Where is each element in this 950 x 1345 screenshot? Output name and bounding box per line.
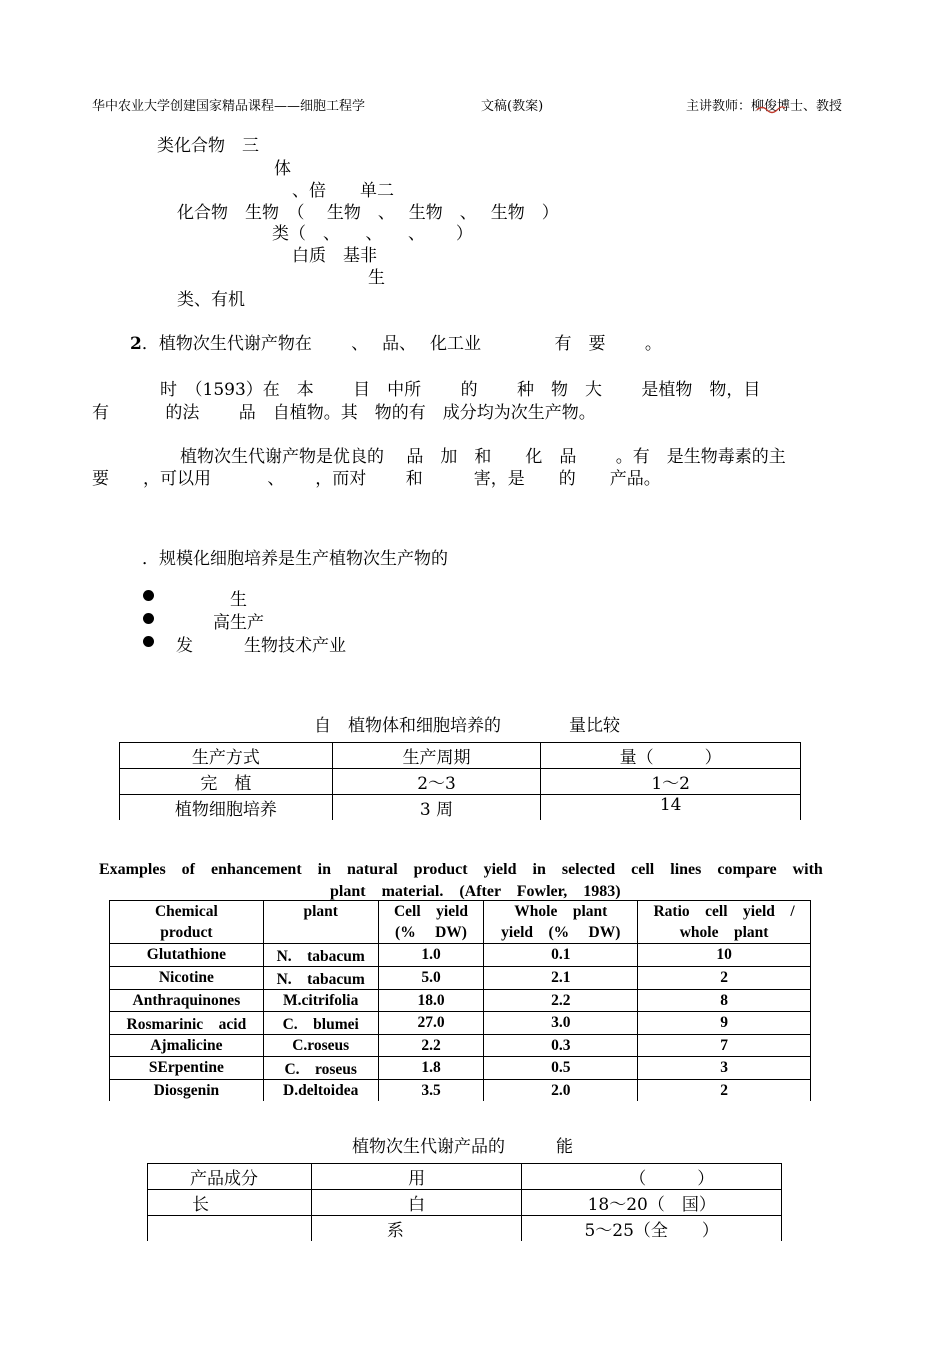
table-cell: 8 [638, 990, 811, 1012]
fragment-line-4: 化合物 生物 （ 生物 、 生物 、 生物 ） [177, 203, 559, 223]
section-2-number: 2 [130, 334, 142, 354]
table-row [148, 1216, 782, 1242]
table-row [110, 990, 811, 1012]
table-cell: Anthraquinones [110, 990, 264, 1012]
table-cell: Glutathione [110, 944, 264, 967]
table-header-row [148, 1164, 782, 1190]
table-cell: 2.1 [484, 967, 638, 990]
table-cell: N. tabacum [263, 944, 378, 967]
table-header-cell: 生产方式 [120, 743, 333, 769]
table-header-row [110, 901, 811, 944]
header-text: Ratio cell yield / [653, 903, 795, 920]
bullet-item-2: 高生产 [196, 613, 264, 633]
table-row [110, 944, 811, 967]
section-2-para1-line2: 有 的法 品 自植物。其 物的有 成分均为次生产物。 [92, 403, 596, 423]
red-underline-mark [756, 104, 786, 114]
table-header-cell [378, 901, 484, 944]
table-cell: Ajmalicine [110, 1035, 264, 1057]
fragment-line-7: 生 [368, 268, 385, 288]
table-cell: 27.0 [378, 1012, 484, 1035]
table-cell: 植物细胞培养 [120, 795, 333, 821]
header-teacher-prefix: 主讲教师： [686, 99, 752, 114]
table-cell: 2.2 [378, 1035, 484, 1057]
table-cell: C. roseus [263, 1057, 378, 1080]
table-cell: 0.5 [484, 1057, 638, 1080]
bullet-icon [143, 590, 154, 601]
table2-caption-line1: Examples of enhancement in natural product yield in selected cell lines compare with [99, 861, 823, 878]
section-2-para1-line1: 时 （1593）在 本 目 中所 的 种 物 大 是植物 物，目 [160, 380, 761, 400]
table-row [148, 1190, 782, 1216]
header-doc-type: 文稿(教案) [481, 99, 544, 114]
product-value-table [147, 1163, 782, 1241]
table-cell: 2.0 [484, 1080, 638, 1102]
header-teacher-name: 柳俊 [751, 99, 778, 114]
table-cell: 3.0 [484, 1012, 638, 1035]
table-cell: 2～3 [332, 769, 541, 795]
fragment-line-8: 类、有机 [177, 290, 245, 310]
header-text: whole plant [679, 924, 769, 941]
header-text: yield (% DW) [501, 924, 621, 941]
table-header-cell [263, 901, 378, 944]
fragment-line-5: 类（ 、 、 、 ） [272, 224, 473, 244]
table-cell: 0.1 [484, 944, 638, 967]
section-2-heading-text: ．植物次生代谢产物在 、 品、 化工业 有 要 。 [141, 334, 662, 354]
table-cell: Rosmarinic acid [110, 1012, 264, 1035]
table-cell: 7 [638, 1035, 811, 1057]
fragment-line-3: 、倍 单二 [292, 181, 394, 201]
header-text: plant [303, 903, 338, 920]
table-cell: 0.3 [484, 1035, 638, 1057]
fragment-line-1: 类化合物 三 [157, 136, 259, 156]
table-cell: 3 周 [332, 795, 541, 821]
table-cell: 3 [638, 1057, 811, 1080]
table-cell: 完 植 [120, 769, 333, 795]
section-2-heading [130, 329, 662, 354]
bullet-item-3: 发 生物技术产业 [176, 636, 346, 656]
table-cell: 2 [638, 967, 811, 990]
table-cell: 2 [638, 1080, 811, 1102]
header-text: Whole plant [514, 903, 608, 920]
header-text: product [160, 924, 213, 941]
table-header-row [120, 743, 801, 769]
table-cell: 18～20（ 国） [522, 1190, 782, 1216]
table-header-cell: 量（ ） [541, 743, 801, 769]
table-header-cell: 产品成分 [148, 1164, 312, 1190]
yield-enhancement-table [109, 900, 811, 1101]
table-cell: C. blumei [263, 1012, 378, 1035]
section-2-para2-line2: 要 ，可以用 、 ，而对 和 害，是 的 产品。 [92, 469, 661, 489]
fragment-line-2: 体 [274, 159, 291, 179]
table-cell: 长 [148, 1190, 312, 1216]
table-cell: 1.0 [378, 944, 484, 967]
table-cell: 9 [638, 1012, 811, 1035]
table-cell: 1～2 [541, 769, 801, 795]
header-text: (% DW) [395, 924, 467, 941]
bullet-icon [143, 636, 154, 647]
table-cell: 1.8 [378, 1057, 484, 1080]
table-cell: 2.2 [484, 990, 638, 1012]
section-2-para2-line1: 植物次生代谢产物是优良的 品 加 和 化 品 。有 是生物毒素的主 [180, 447, 786, 467]
table-header-cell: 用 [311, 1164, 522, 1190]
table-header-cell: 生产周期 [332, 743, 541, 769]
table-header-cell [484, 901, 638, 944]
table-cell: 白 [311, 1190, 522, 1216]
table-cell: Diosgenin [110, 1080, 264, 1102]
section-3-heading: ．规模化细胞培养是生产植物次生产物的 [142, 549, 448, 569]
bullet-item-1: 生 [196, 590, 247, 610]
table-cell: N. tabacum [263, 967, 378, 990]
table-cell: 5.0 [378, 967, 484, 990]
table-header-cell [638, 901, 811, 944]
table-cell: 18.0 [378, 990, 484, 1012]
table-cell: 5～25（全 ） [522, 1216, 782, 1242]
header-course-title: 华中农业大学创建国家精品课程——细胞工程学 [92, 99, 366, 114]
table-row [110, 967, 811, 990]
table-row [120, 795, 801, 821]
table-cell: D.deltoidea [263, 1080, 378, 1102]
table3-caption: 植物次生代谢产品的 能 [352, 1137, 573, 1157]
header-text: Chemical [154, 903, 218, 920]
table2-caption-line2: plant material. (After Fowler, 1983) [330, 883, 621, 900]
table-cell: 3.5 [378, 1080, 484, 1102]
bullet-icon [143, 613, 154, 624]
table-row [110, 1012, 811, 1035]
table-cell: 10 [638, 944, 811, 967]
table-cell: Nicotine [110, 967, 264, 990]
table-cell: C.roseus [263, 1035, 378, 1057]
table-cell: M.citrifolia [263, 990, 378, 1012]
table-row [110, 1080, 811, 1102]
table-row [110, 1035, 811, 1057]
table-cell: 14 [541, 795, 801, 821]
table-cell: 系 [311, 1216, 522, 1242]
production-comparison-table [119, 742, 801, 820]
table-row [120, 769, 801, 795]
table-header-cell [110, 901, 264, 944]
header-teacher-suffix: 博士、教授 [777, 99, 843, 114]
table-header-cell: （ ） [522, 1164, 782, 1190]
header-text: Cell yield [393, 903, 469, 920]
fragment-line-6: 白质 基非 [292, 246, 377, 266]
table1-caption: 自 植物体和细胞培养的 量比较 [314, 716, 620, 736]
table-row [110, 1057, 811, 1080]
table-cell [148, 1216, 312, 1242]
table-cell: SErpentine [110, 1057, 264, 1080]
